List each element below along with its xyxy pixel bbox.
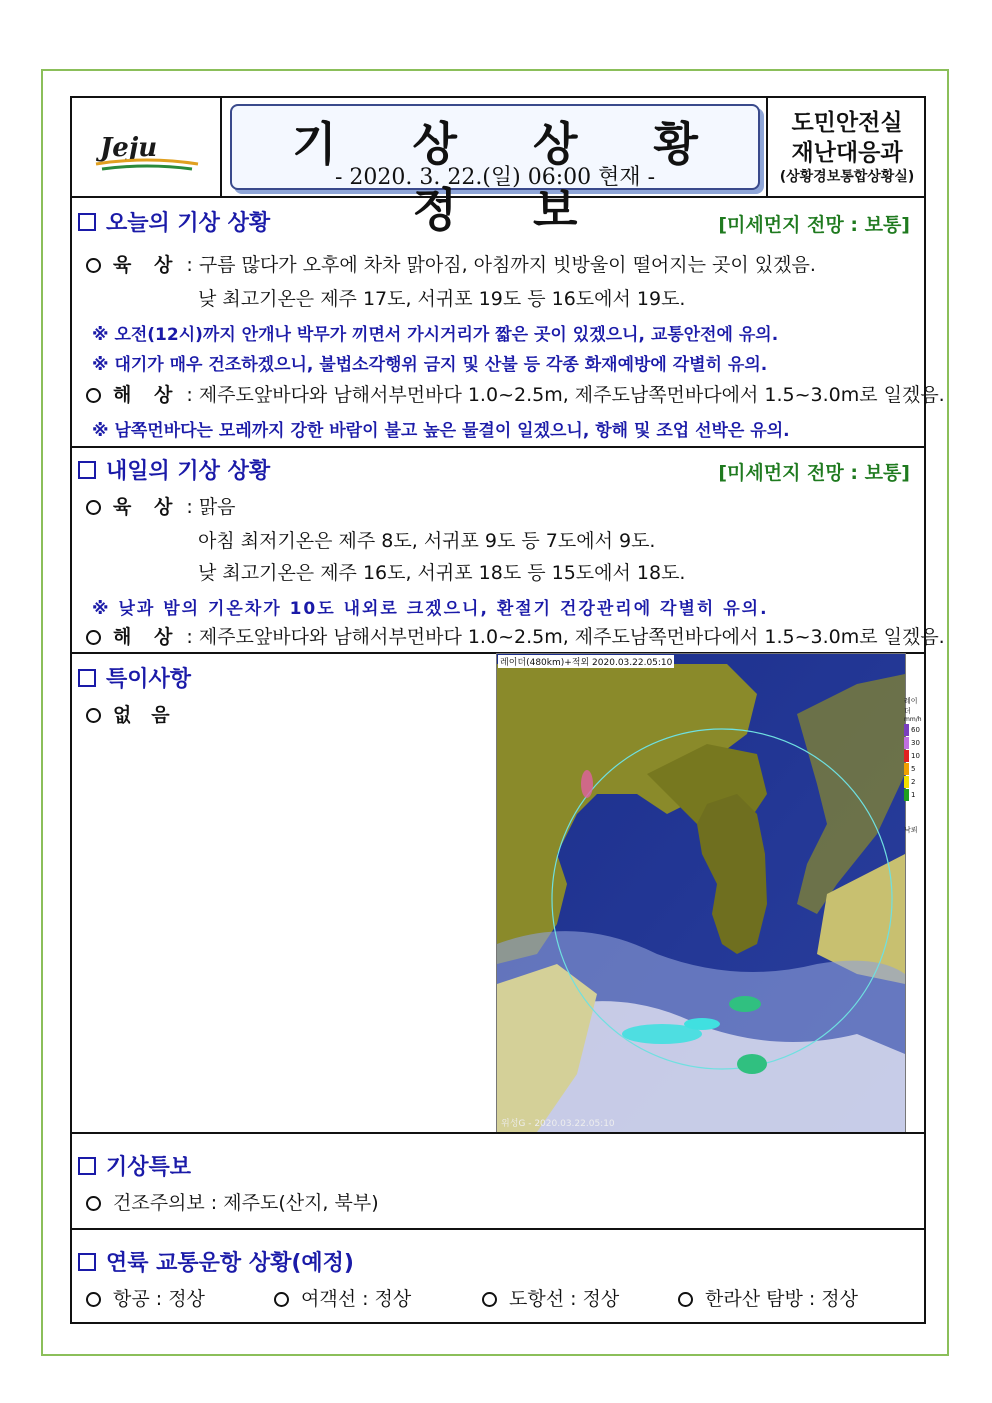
special-item: 없 음 xyxy=(86,700,170,727)
legend-value: 1 xyxy=(911,790,916,799)
today-dust-forecast: [미세먼지 전망 : 보통] xyxy=(718,214,910,236)
legend-unit: mm/h xyxy=(904,716,922,723)
checkbox-square-icon xyxy=(78,1253,96,1271)
checkbox-square-icon xyxy=(78,669,96,687)
legend-rows xyxy=(904,723,924,801)
tomorrow-max-temp: 낮 최고기온은 제주 16도, 서귀포 18도 등 15도에서 18도. xyxy=(198,562,686,584)
circle-bullet-icon xyxy=(86,1292,101,1307)
radar-caption: 레이더(480km)+적외 2020.03.22.05:10 xyxy=(498,655,674,668)
legend-swatch xyxy=(904,763,909,775)
legend-title: 레이더 xyxy=(904,697,918,715)
today-note-sea: ※ 남쪽먼바다는 모레까지 강한 바람이 불고 높은 물결이 일겠으니, 항해 및 조업 선박은 유의. xyxy=(92,421,790,441)
warning-item: 건조주의보 : 제주도(산지, 북부) xyxy=(86,1188,379,1215)
legend-value: 5 xyxy=(911,764,916,773)
office-name: (상황경보통합상황실) xyxy=(779,169,915,185)
today-land-line: 육 상 : 구름 많다가 오후에 차차 맑아짐, 아침까지 빗방울이 떨어지는 곳이 있겠음. xyxy=(86,250,816,277)
tomorrow-dust-forecast: [미세먼지 전망 : 보통] xyxy=(718,462,910,484)
section-divider xyxy=(72,1228,924,1230)
legend-swatch xyxy=(904,737,909,749)
circle-bullet-icon xyxy=(86,1196,101,1211)
checkbox-square-icon xyxy=(78,213,96,231)
circle-bullet-icon xyxy=(86,630,101,645)
legend-row xyxy=(904,723,924,736)
legend-swatch xyxy=(904,789,909,801)
division-name: 재난대응과 xyxy=(791,140,903,166)
section-divider xyxy=(72,446,924,448)
circle-bullet-icon xyxy=(482,1292,497,1307)
legend-value: 60 xyxy=(911,725,920,734)
radar-footer: 위성G - 2020.03.22.05:10 xyxy=(501,1119,615,1129)
today-note-fire: ※ 대기가 매우 건조하겠으니, 불법소각행위 금지 및 산불 등 각종 화재예방에 각별히 유의. xyxy=(92,355,768,375)
legend-lightning: 낙뢰 xyxy=(904,826,918,834)
svg-text:Jeju: Jeju xyxy=(100,133,158,163)
circle-bullet-icon xyxy=(86,500,101,515)
legend-swatch xyxy=(904,724,909,736)
traffic-section-title: 연륙 교통운항 상황(예정) xyxy=(78,1246,354,1277)
radar-legend-panel xyxy=(904,696,924,835)
report-title: 기 상 상 황 정 보 xyxy=(292,117,728,237)
today-note-fog: ※ 오전(12시)까지 안개나 박무가 끼면서 가시거리가 짧은 곳이 있겠으니, 교통안전에 유의. xyxy=(92,325,779,345)
radar-map xyxy=(497,654,905,1132)
legend-value: 2 xyxy=(911,777,916,786)
traffic-item-ferry: 여객선 : 정상 xyxy=(274,1284,411,1311)
circle-bullet-icon xyxy=(86,388,101,403)
logo-cell xyxy=(72,98,222,196)
circle-bullet-icon xyxy=(274,1292,289,1307)
circle-bullet-icon xyxy=(86,258,101,273)
legend-swatch xyxy=(904,776,909,788)
tomorrow-sea-line: 해 상 : 제주도앞바다와 남해서부먼바다 1.0~2.5m, 제주도남쪽먼바다에서 1.5~3.0m로 일겠음. xyxy=(86,622,945,649)
checkbox-square-icon xyxy=(78,461,96,479)
special-section-title: 특이사항 xyxy=(78,662,191,693)
today-sea-line: 해 상 : 제주도앞바다와 남해서부먼바다 1.0~2.5m, 제주도남쪽먼바다에서 1.5~3.0m로 일겠음. xyxy=(86,380,945,407)
legend-row xyxy=(904,775,924,788)
tomorrow-note-temp: ※ 낮과 밤의 기온차가 10도 내외로 크겠으니, 환절기 건강관리에 각별히 유의. xyxy=(92,599,769,619)
legend-row xyxy=(904,749,924,762)
title-box xyxy=(230,104,760,237)
tomorrow-land-line: 육 상 : 맑음 xyxy=(86,492,236,519)
legend-row xyxy=(904,762,924,775)
legend-row xyxy=(904,788,924,801)
report-date: - 2020. 3. 22.(일) 06:00 현재 - xyxy=(334,165,656,190)
traffic-item-island-ferry: 도항선 : 정상 xyxy=(482,1284,619,1311)
legend-row xyxy=(904,736,924,749)
section-divider xyxy=(72,1132,924,1134)
circle-bullet-icon xyxy=(678,1292,693,1307)
radar-satellite-image xyxy=(496,653,906,1133)
warning-section-title: 기상특보 xyxy=(78,1150,191,1181)
checkbox-square-icon xyxy=(78,1157,96,1175)
department-cell xyxy=(766,98,926,196)
traffic-item-hallasan: 한라산 탐방 : 정상 xyxy=(678,1284,858,1311)
weather-report-document xyxy=(70,96,945,1324)
legend-value: 30 xyxy=(911,738,920,747)
today-land-temp: 낮 최고기온은 제주 17도, 서귀포 19도 등 16도에서 19도. xyxy=(198,288,686,310)
jeju-logo xyxy=(92,126,202,172)
tomorrow-min-temp: 아침 최저기온은 제주 8도, 서귀포 9도 등 7도에서 9도. xyxy=(198,530,656,552)
department-name: 도민안전실 xyxy=(791,110,903,136)
legend-value: 10 xyxy=(911,751,920,760)
tomorrow-section-title: 내일의 기상 상황 xyxy=(78,454,270,485)
today-section-title: 오늘의 기상 상황 xyxy=(78,206,270,237)
traffic-item-air: 항공 : 정상 xyxy=(86,1284,205,1311)
legend-swatch xyxy=(904,750,909,762)
circle-bullet-icon xyxy=(86,708,101,723)
